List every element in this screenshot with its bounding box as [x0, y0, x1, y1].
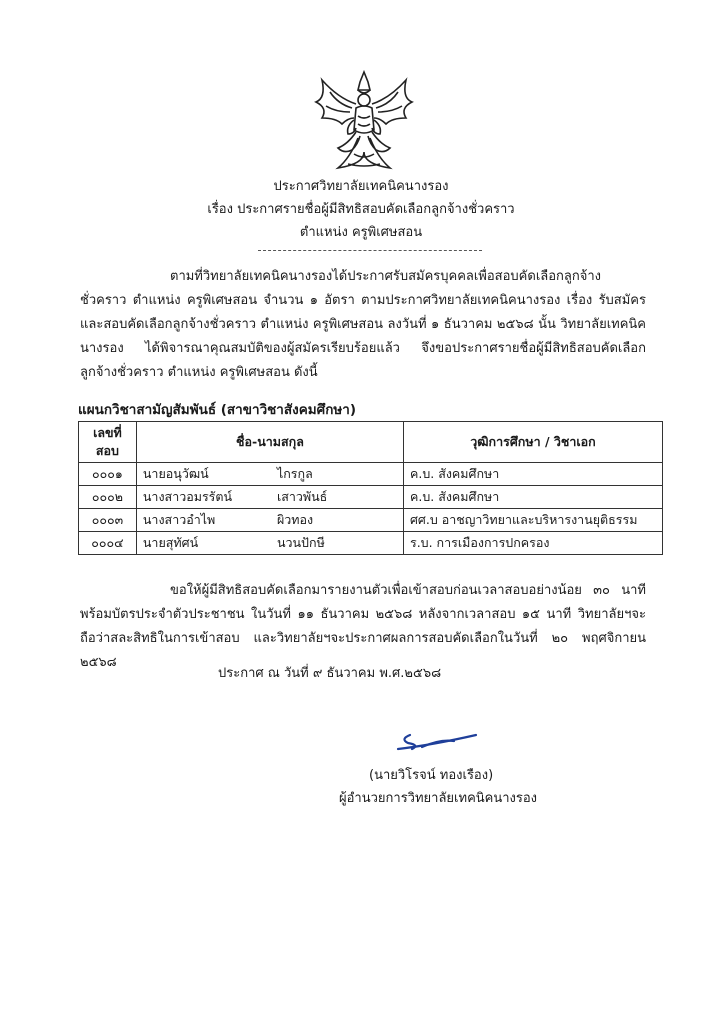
qualification: ศศ.บ อาชญาวิทยาและบริหารงานยุติธรรม — [403, 509, 662, 532]
table-row — [79, 486, 663, 509]
first-name: นายสุทัศน์ — [136, 532, 271, 555]
announcement-title: ประกาศวิทยาลัยเทคนิคนางรอง — [273, 179, 449, 194]
garuda-emblem-icon — [308, 68, 420, 178]
first-name: นายอนุวัฒน์ — [136, 463, 271, 486]
last-name: นวนปักษี — [271, 532, 404, 555]
header-exam-no-line1: เลขที่ — [93, 425, 122, 440]
qualification: ค.บ. สังคมศึกษา — [403, 486, 662, 509]
header-name: ชื่อ-นามสกุล — [136, 422, 403, 463]
first-name: นางสาวอมรรัตน์ — [136, 486, 271, 509]
last-name: ผิวทอง — [271, 509, 404, 532]
last-name: ไกรกูล — [271, 463, 404, 486]
table-row — [79, 463, 663, 486]
header-exam-no-line2: สอบ — [95, 443, 119, 458]
closing-paragraph — [80, 579, 646, 675]
candidate-table — [78, 421, 663, 555]
intro-paragraph — [80, 265, 646, 385]
header-exam-no — [79, 422, 137, 463]
exam-no: ๐๐๐๒ — [79, 486, 137, 509]
first-name: นางสาวอำไพ — [136, 509, 271, 532]
exam-no: ๐๐๐๓ — [79, 509, 137, 532]
section-heading: แผนกวิชาสามัญสัมพันธ์ (สาขาวิชาสังคมศึกษา) — [78, 402, 357, 418]
subject-line: เรื่อง ประกาศรายชื่อผู้มีสิทธิสอบคัดเลือกลูกจ้างชั่วคราว — [207, 202, 515, 217]
qualification: ร.บ. การเมืองการปกครอง — [403, 532, 662, 555]
signatory-name: (นายวิโรจน์ ทองเรือง) — [369, 768, 494, 783]
qualification: ค.บ. สังคมศึกษา — [403, 463, 662, 486]
header-qualification: วุฒิการศึกษา / วิชาเอก — [403, 422, 662, 463]
divider — [258, 250, 482, 251]
exam-no: ๐๐๐๑ — [79, 463, 137, 486]
table-header-row — [79, 422, 663, 463]
table-row — [79, 532, 663, 555]
signature-mark-icon — [392, 727, 482, 762]
last-name: เสาวพันธ์ — [271, 486, 404, 509]
intro-text: ตามที่วิทยาลัยเทคนิคนางรองได้ประกาศรับสมัครบุคคลเพื่อสอบคัดเลือกลูกจ้างชั่วคราว ตำแหน่ง ครูพิเศษสอน จำนวน ๑ อัตรา ตามประกาศวิทยาลัยเทคนิคนางรอง เรื่อง รับสมัครและสอบคัดเลือกลูกจ้างชั่วคราว ตำแหน่ง ครูพิเศษสอน ลงวันที่ ๑ ธันวาคม ๒๕๖๘ นั้น วิทยาลัยเทคนิคนางรอง ได้พิจารณาคุณสมบัติของผู้สมัครเรียบร้อยแล้ว จึงขอประกาศรายชื่อผู้มีสิทธิสอบคัดเลือกลูกจ้างชั่วคราว ตำแหน่ง ครูพิเศษสอน ดังนี้ — [80, 269, 646, 380]
exam-no: ๐๐๐๔ — [79, 532, 137, 555]
position-line: ตำแหน่ง ครูพิเศษสอน — [299, 225, 423, 240]
table-row — [79, 509, 663, 532]
signatory-title: ผู้อำนวยการวิทยาลัยเทคนิคนางรอง — [339, 791, 538, 806]
announce-date: ประกาศ ณ วันที่ ๙ ธันวาคม พ.ศ.๒๕๖๘ — [218, 666, 442, 681]
closing-text: ขอให้ผู้มีสิทธิสอบคัดเลือกมารายงานตัวเพื่อเข้าสอบก่อนเวลาสอบอย่างน้อย ๓๐ นาที พร้อมบัตรประจำตัวประชาชน ในวันที่ ๑๑ ธันวาคม ๒๕๖๘ หลังจากเวลาสอบ ๑๕ นาที วิทยาลัยฯจะถือว่าสละสิทธิในการเข้าสอบ และวิทยาลัยฯจะประกาศผลการสอบคัดเลือกในวันที่ ๒๐ พฤศจิกายน ๒๕๖๘ — [80, 583, 646, 670]
